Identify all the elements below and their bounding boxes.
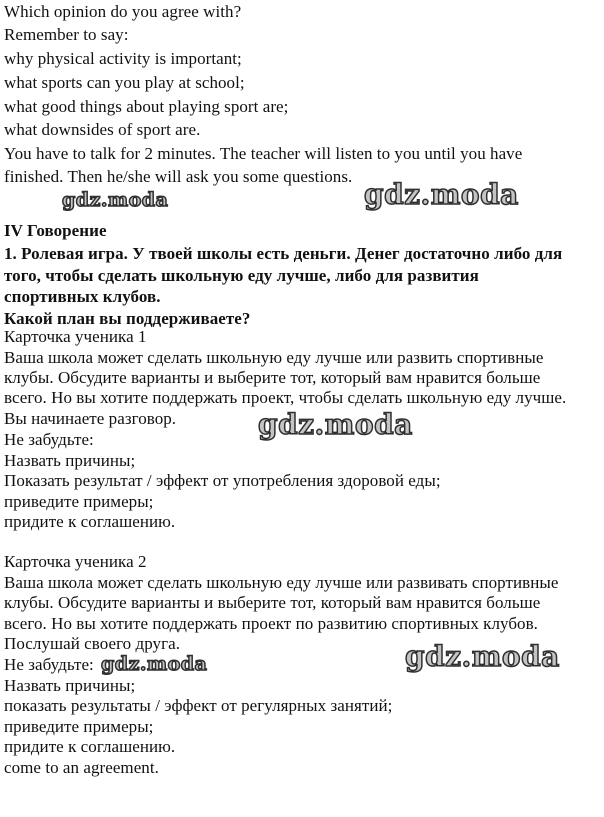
card1-line: Показать результат / эффект от употребления здоровой еды; [4, 471, 441, 490]
card2-line: Не забудьте: [4, 655, 94, 674]
card1-line: Ваша школа может сделать школьную еду лучше или развить спортивные [4, 348, 544, 367]
card2-line: всего. Но вы хотите поддержать проект по развитию спортивных клубов. [4, 614, 538, 633]
card2-line: показать результаты / эффект от регулярных занятий; [4, 696, 393, 715]
task-question: Какой план вы поддерживаете? [4, 309, 251, 328]
watermark: gdz.moda [101, 653, 208, 675]
remember-point: what sports can you play at school; [4, 73, 245, 92]
card1-line: придите к соглашению. [4, 512, 176, 531]
card1-line: приведите примеры; [4, 492, 154, 511]
card2-line: приведите примеры; [4, 717, 154, 736]
section-heading: IV Говорение [4, 221, 107, 240]
task-line: того, чтобы сделать школьную еду лучше, либо для развития [4, 266, 479, 285]
card1-line: Назвать причины; [4, 451, 136, 470]
remember-line: Remember to say: [4, 25, 129, 44]
task-line: 1. Ролевая игра. У твоей школы есть деньги. Денег достаточно либо для [4, 244, 563, 263]
card1-title: Карточка ученика 1 [4, 327, 147, 346]
watermark: gdz.moda [62, 189, 169, 211]
instructions-line: You have to talk for 2 minutes. The teacher will listen to you until you have [4, 144, 523, 163]
card1-line: Вы начинаете разговор. [4, 409, 177, 428]
remember-point: why physical activity is important; [4, 49, 242, 68]
watermark: gdz.moda [364, 178, 519, 211]
card2-line: come to an agreement. [4, 758, 159, 777]
card2-line: клубы. Обсудите варианты и выберите тот, который вам нравится больше [4, 593, 541, 612]
card2-title: Карточка ученика 2 [4, 552, 147, 571]
card2-line: придите к соглашению. [4, 737, 176, 756]
card1-line: клубы. Обсудите варианты и выберите тот, который вам нравится больше [4, 368, 541, 387]
remember-point: what downsides of sport are. [4, 120, 201, 139]
card2-line: Послушай своего друга. [4, 634, 181, 653]
remember-point: what good things about playing sport are; [4, 97, 289, 116]
watermark: gdz.moda [258, 408, 413, 441]
question-line: Which opinion do you agree with? [4, 2, 242, 21]
card1-line: всего. Но вы хотите поддержать проект, чтобы сделать школьную еду лучше. [4, 388, 567, 407]
card1-line: Не забудьте: [4, 430, 94, 449]
card2-line: Ваша школа может сделать школьную еду лучше или развивать спортивные [4, 573, 559, 592]
card2-line: Назвать причины; [4, 676, 136, 695]
instructions-line: finished. Then he/she will ask you some questions. [4, 167, 353, 186]
watermark: gdz.moda [405, 640, 560, 673]
task-line: спортивных клубов. [4, 287, 161, 306]
